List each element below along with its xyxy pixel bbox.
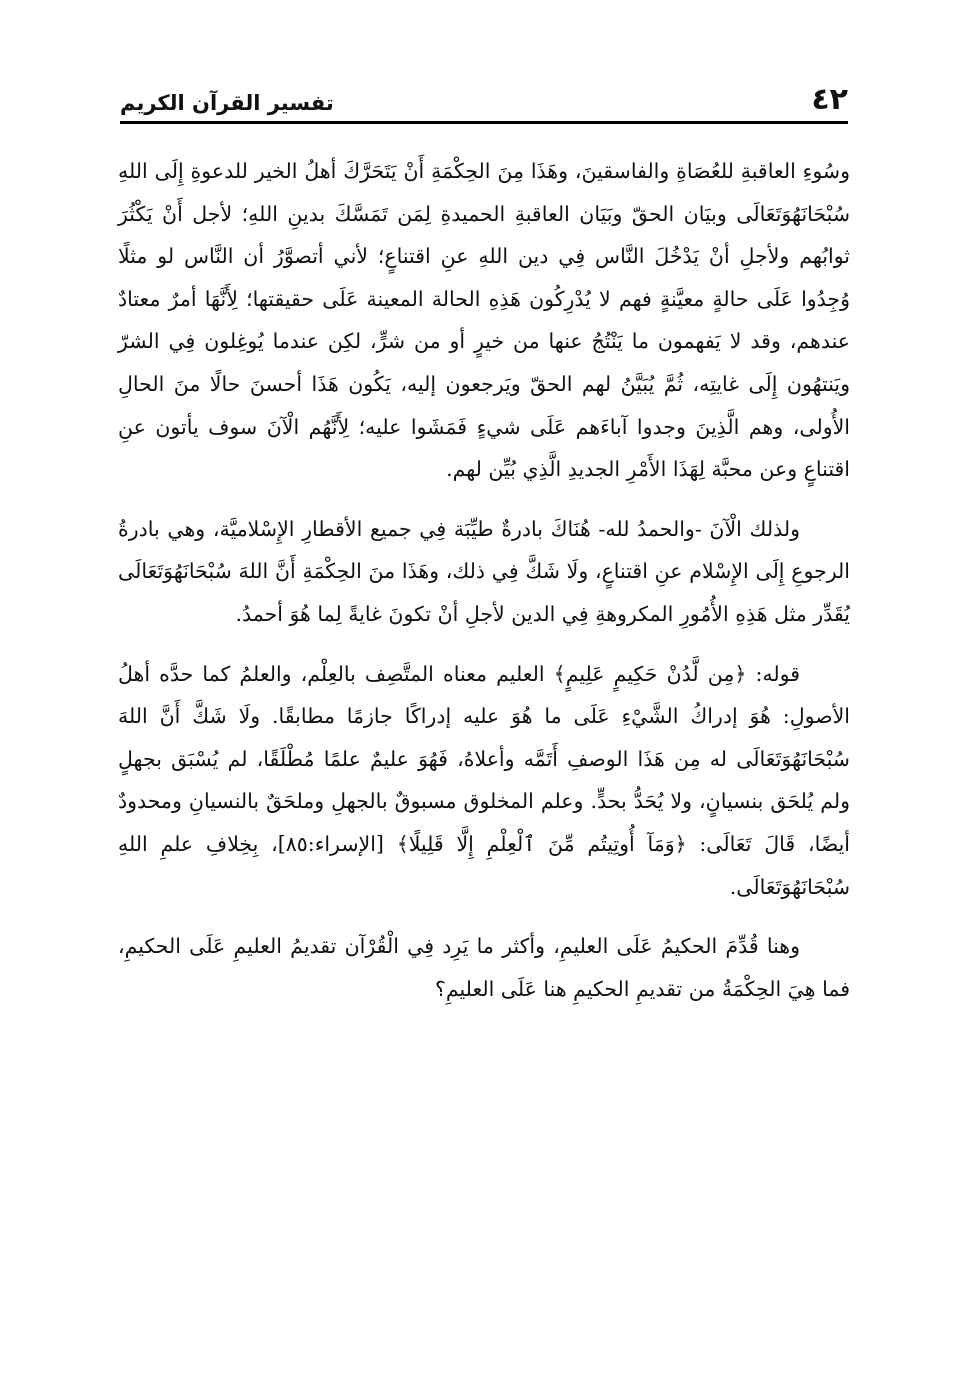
body-text: [118, 150, 850, 1027]
paragraph-3: قوله: ﴿مِن لَّدُنْ حَكِيمٍ عَلِيمٍ﴾ العليم معناه المتَّصِف بالعِلْم، والعلمُ كما حدَّه أهلُ الأصولِ: هُوَ إدراكُ الشَّيْءِ عَلَى ما هُوَ عليه إدراكًا جازمًا مطابقًا. ولَا شَكَّ أَنَّ اللهَ سُبْحَانَهُوَتَعَالَى له مِن هَذَا الوصفِ أَتَمَّه وأعلاهُ، فَهُوَ عليمٌ علمًا مُطْلَقًا، لم يُسْبَق بجهلٍ ولم يُلحَق بنسيانٍ، ولا يُحَدُّ بحدٍّ. وعلم المخلوق مسبوقٌ بالجهلِ وملحَقٌ بالنسيانِ ومحدودٌ أيضًا، قَالَ تَعَالَى: ﴿وَمَآ أُوتِيتُم مِّنَ ٱلْعِلْمِ إِلَّا قَلِيلًا﴾ [الإسراء:٨٥]، بِخِلافِ علمِ اللهِ سُبْحَانَهُوَتَعَالَى.: [118, 661, 850, 899]
paragraph-1: وسُوءِ العاقبةِ للعُصَاةِ والفاسقينَ، وهَذَا مِنَ الحِكْمَةِ أَنْ يَتَحَرَّكَ أهلُ الخير للدعوةِ إِلَى اللهِ سُبْحَانَهُوَتَعَالَى وبيَان الحقّ وبَيَان العاقبةِ الحميدةِ لِمَن تَمَسَّكَ بدينِ اللهِ؛ لأجل أَنْ يَكْثُرَ ثوابُهم ولأجلِ أنْ يَدْخُلَ النَّاس فِي دين اللهِ عنِ اقتناعٍ؛ لأني أتصوَّرُ أن النَّاس لو مثلًا وُجِدُوا عَلَى حالةٍ معيَّنةٍ فهم لا يُدْرِكُون هَذِهِ الحالة المعينة عَلَى حقيقتها؛ لِأَنَّهَا أمرٌ معتادٌ عندهم، وقد لا يَفهمون ما يَنْتُجُ عنها من خيرٍ أو من شرٍّ، لكِن عندما يُوغِلون فِي الشرّ ويَنتهُون إِلَى غايتِه، ثُمَّ يُبَيَّنُ لهم الحقّ ويَرجعون إليه، يَكُون هَذَا أحسنَ حالًا منَ الحالِ الأُولى، وهم الَّذِينَ وجدوا آباءَهم عَلَى شيءٍ فَمَشَوا عليه؛ لِأَنَّهُم الْآنَ سوف يأتون عنِ اقتناعٍ وعن محبَّة لِهَذَا الأَمْرِ الجديدِ الَّذِي بُيِّن لهم.: [118, 159, 850, 482]
running-header: [120, 80, 848, 124]
page-number: ٤٢: [811, 82, 848, 117]
paragraph-2: ولذلك الْآنَ -والحمدُ لله- هُنَاكَ بادرةٌ طيِّبَة فِي جميع الأقطارِ الإِسْلاميَّة، وهي بادرةُ الرجوعِ إِلَى الإِسْلام عنِ اقتناعٍ، ولَا شَكَّ فِي ذلك، وهَذَا منَ الحِكْمَةِ أَنَّ اللهَ سُبْحَانَهُوَتَعَالَى يُقَدِّر مثل هَذِهِ الأُمُورِ المكروهةِ فِي الدين لأجلِ أنْ تكونَ غايةً لِما هُوَ أحمدُ.: [118, 516, 850, 626]
book-title: تفسير القرآن الكريم: [120, 91, 334, 115]
paragraph-4: وهنا قُدِّمَ الحكيمُ عَلَى العليمِ، وأكثر ما يَرِد فِي الْقُرْآن تقديمُ العليمِ عَلَى الحكيمِ، فما هِيَ الحِكْمَةُ من تقديمِ الحكيمِ هنا عَلَى العليمِ؟: [118, 934, 850, 1001]
